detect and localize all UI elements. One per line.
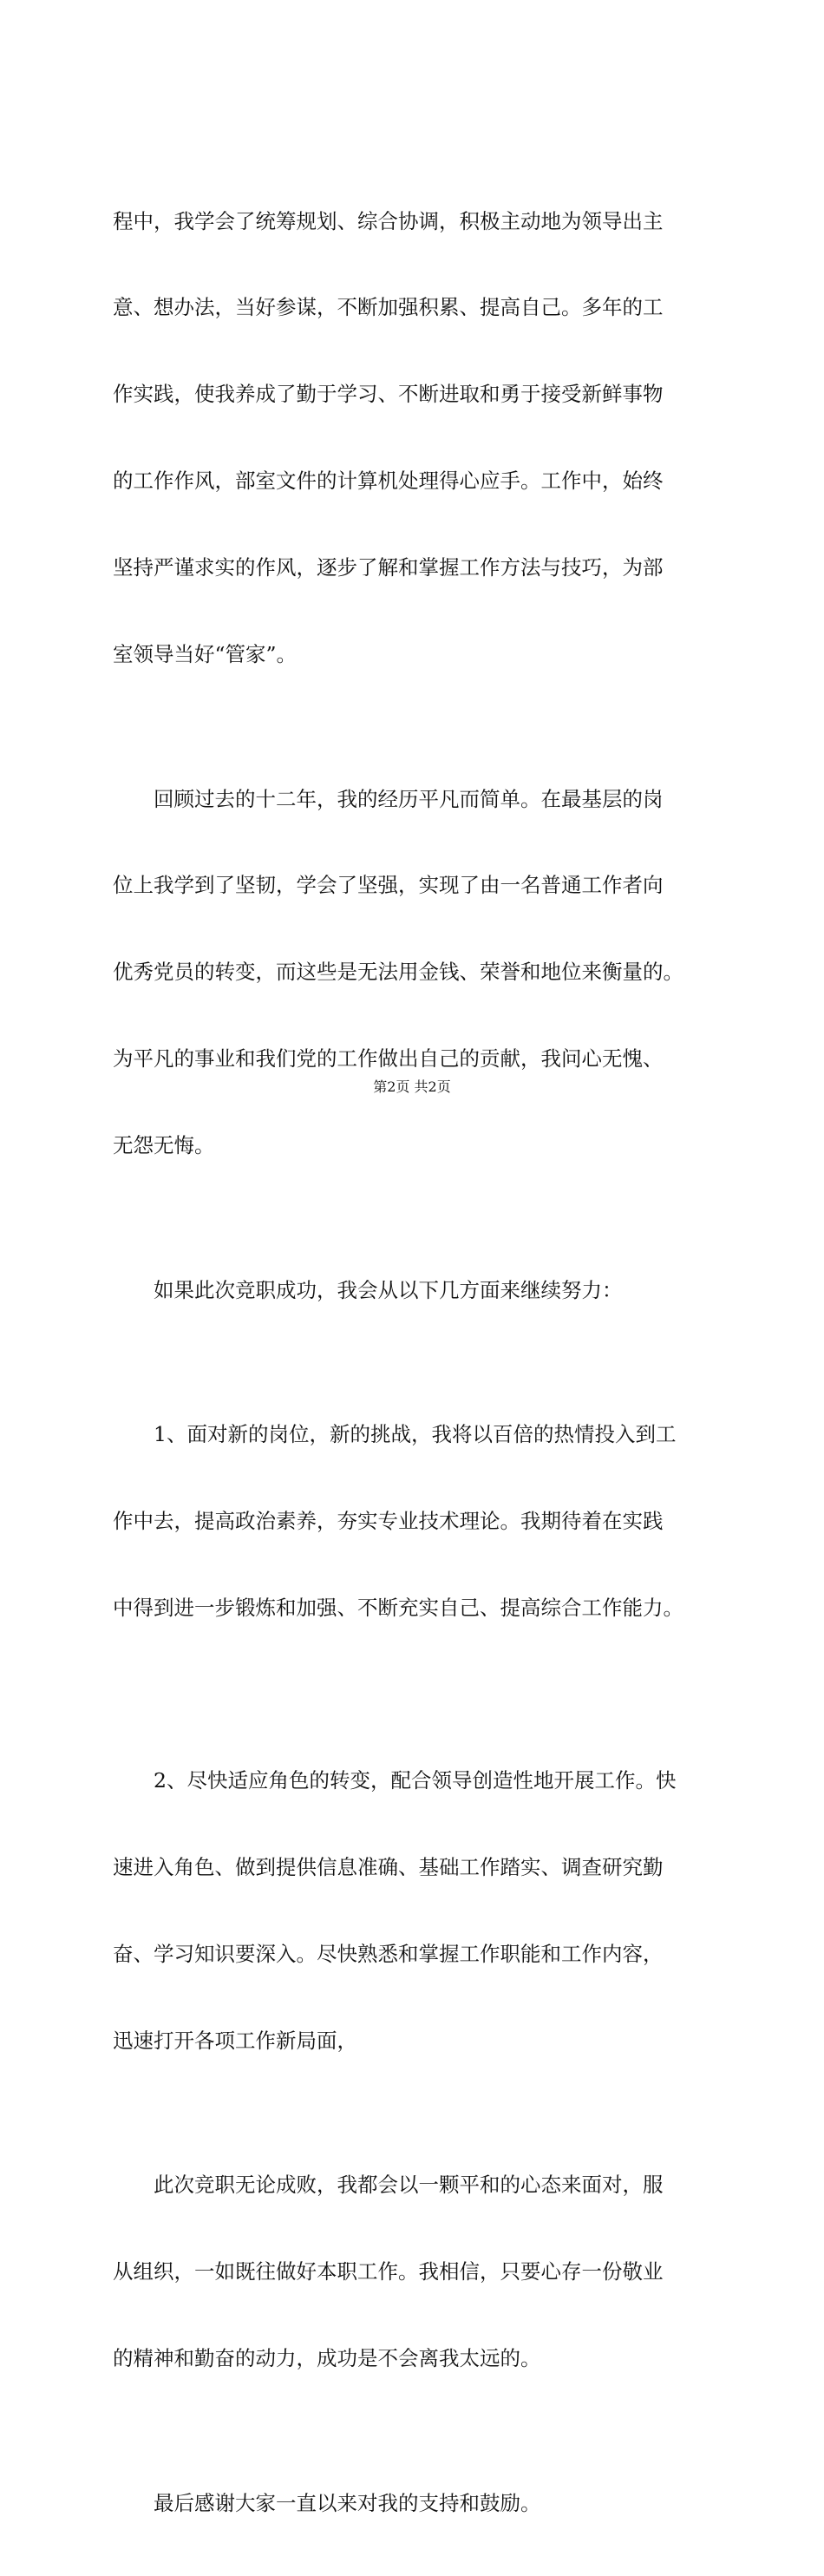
- text-line: 作中去，提高政治素养，夯实专业技术理论。我期待着在实践: [113, 1508, 664, 1533]
- text-line: 位上我学到了坚韧，学会了坚强，实现了由一名普通工作者向: [113, 873, 664, 898]
- text-line: 迅速打开各项工作新局面，: [113, 2029, 357, 2053]
- text-line: 中得到进一步锻炼和加强、不断充实自己、提高综合工作能力。: [113, 1595, 683, 1620]
- text-line: 为平凡的事业和我们党的工作做出自己的贡献，我问心无愧、: [113, 1046, 664, 1072]
- text-line: 坚持严谨求实的作风，逐步了解和掌握工作方法与技巧，为部: [113, 555, 664, 580]
- text-line: 回顾过去的十二年，我的经历平凡而简单。在最基层的岗: [113, 786, 664, 811]
- text-line: 优秀党员的转变，而这些是无法用金钱、荣誉和地位来衡量的。: [113, 960, 683, 985]
- text-line: 作实践，使我养成了勤于学习、不断进取和勇于接受新鲜事物: [113, 382, 664, 407]
- paragraph-2: [113, 727, 711, 1218]
- text-line: 室领导当好“管家”。: [113, 642, 298, 667]
- text-line: 此次竞职无论成败，我都会以一颗平和的心态来面对，服: [113, 2173, 664, 2198]
- text-line: 2、尽快适应角色的转变，配合领导创造性地开展工作。快: [113, 1768, 677, 1793]
- paragraph-7: [113, 2431, 711, 2575]
- text-line: 的工作作风，部室文件的计算机处理得心应手。工作中，始终: [113, 469, 664, 494]
- text-line: 意、想办法，当好参谋，不断加强积累、提高自己。多年的工: [113, 295, 664, 320]
- paragraph-3: [113, 1218, 711, 1362]
- paragraph-4: [113, 1362, 711, 1680]
- paragraph-6: [113, 2114, 711, 2431]
- document-body: [113, 149, 711, 2576]
- text-line: 1、面对新的岗位，新的挑战，我将以百倍的热情投入到工: [113, 1422, 677, 1447]
- text-line: 从组织，一如既往做好本职工作。我相信，只要心存一份敬业: [113, 2259, 664, 2284]
- page-number-footer: 第2页 共2页: [373, 1078, 451, 1095]
- paragraph-5: [113, 1709, 711, 2114]
- text-line: 速进入角色、做到提供信息准确、基础工作踏实、调查研究勤: [113, 1855, 664, 1880]
- paragraph-1: [113, 149, 711, 727]
- text-line: 最后感谢大家一直以来对我的支持和鼓励。: [113, 2490, 541, 2515]
- text-line: 程中，我学会了统筹规划、综合协调，积极主动地为领导出主: [113, 208, 664, 233]
- text-line: 奋、学习知识要深入。尽快熟悉和掌握工作职能和工作内容，: [113, 1942, 664, 1967]
- text-line: 的精神和勤奋的动力，成功是不会离我太远的。: [113, 2346, 541, 2371]
- text-line: 如果此次竞职成功，我会从以下几方面来继续努力：: [113, 1277, 623, 1302]
- text-line: 无怨无悔。: [113, 1133, 215, 1158]
